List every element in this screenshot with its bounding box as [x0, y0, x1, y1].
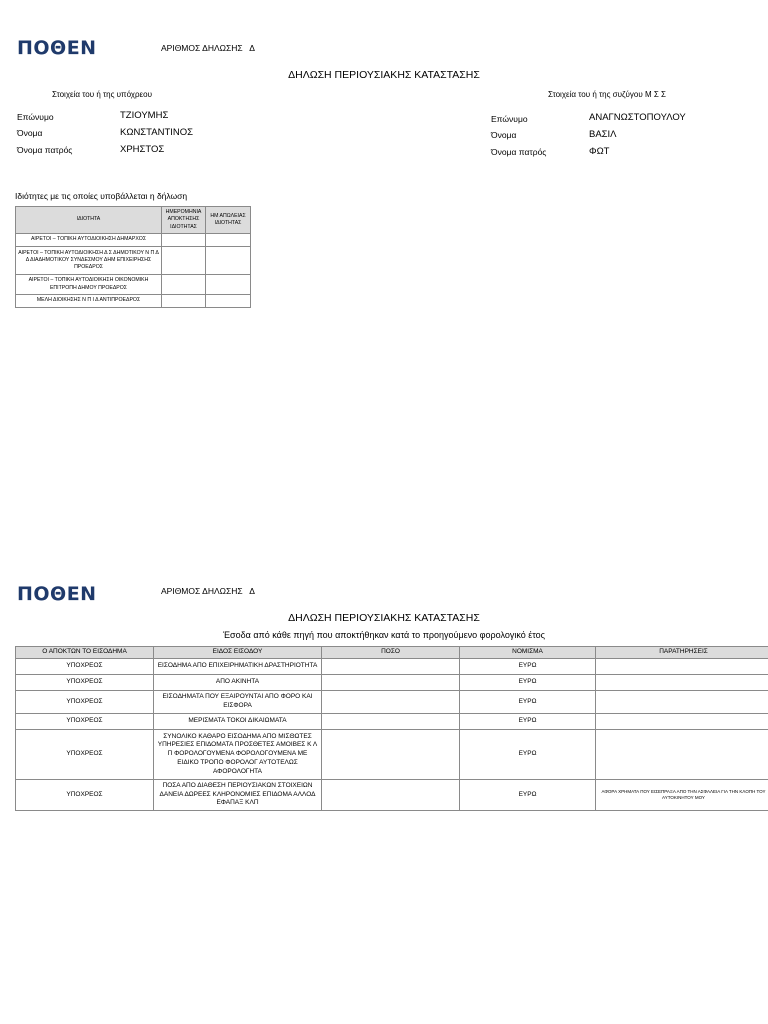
spouse-father-label: Όνομα πατρός — [491, 147, 547, 157]
declarant-heading: Στοιχεία του ή της υπόχρεου — [52, 90, 152, 99]
declarant-name: ΚΩΝΣΤΑΝΤΙΝΟΣ — [120, 127, 194, 138]
logo-text: ΠΟΘΕΝ — [17, 583, 97, 605]
table-cell — [206, 247, 251, 275]
table-cell — [322, 780, 460, 811]
table-cell: ΥΠΟΧΡΕΟΣ — [16, 730, 154, 780]
table-cell: ΥΠΟΧΡΕΟΣ — [16, 659, 154, 675]
logo-text: ΠΟΘΕΝ — [17, 37, 97, 59]
table-cell — [322, 675, 460, 691]
roles-header-cell: ΗΜ ΑΠΩΛΕΙΑΣ ΙΔΙΟΤΗΤΑΣ — [206, 207, 251, 234]
table-row — [16, 730, 768, 780]
table-row — [16, 275, 251, 295]
table-cell — [206, 295, 251, 308]
table-cell: ΠΟΣΑ ΑΠΟ ΔΙΑΘΕΣΗ ΠΕΡΙΟΥΣΙΑΚΩΝ ΣΤΟΙΧΕΙΩΝ ΔΑΝΕΙΑ ΔΩΡΕΕΣ ΚΛΗΡΟΝΟΜΙΕΣ ΕΠΙΔΟΜΑ ΑΛΛΟΔ ΕΦΑΠΑΞ ΚΛΠ — [154, 780, 322, 811]
spouse-surname-label: Επώνυμο — [491, 114, 528, 124]
table-cell: ΜΕΛΗ ΔΙΟΙΚΗΣΗΣ Ν Π Ι Δ ΑΝΤΙΠΡΟΕΔΡΟΣ — [16, 295, 162, 308]
table-cell: ΥΠΟΧΡΕΟΣ — [16, 675, 154, 691]
table-cell — [162, 247, 206, 275]
table-cell — [596, 714, 768, 730]
table-row — [16, 714, 768, 730]
table-cell: ΑΙΡΕΤΟΙ – ΤΟΠΙΚΗ ΑΥΤΟΔΙΟΙΚΗΣΗ ΟΙΚΟΝΟΜΙΚΗ ΕΠΙΤΡΟΠΗ ΔΗΜΟΥ ΠΡΟΕΔΡΟΣ — [16, 275, 162, 295]
declarant-surname-label: Επώνυμο — [17, 112, 54, 122]
table-cell — [322, 659, 460, 675]
table-cell — [322, 714, 460, 730]
page-title: ΔΗΛΩΣΗ ΠΕΡΙΟΥΣΙΑΚΗΣ ΚΑΤΑΣΤΑΣΗΣ — [288, 612, 480, 624]
spouse-heading: Στοιχεία του ή της συζύγου Μ Σ Σ — [548, 90, 666, 99]
income-table — [15, 646, 768, 811]
table-cell — [322, 730, 460, 780]
table-cell — [162, 295, 206, 308]
table-cell — [206, 275, 251, 295]
table-cell: ΕΥΡΩ — [460, 780, 596, 811]
table-row — [16, 780, 768, 811]
declarant-father: ΧΡΗΣΤΟΣ — [120, 144, 165, 155]
income-header-cell: ΕΙΔΟΣ ΕΙΣΟΔΟΥ — [154, 647, 322, 659]
table-cell: ΑΙΡΕΤΟΙ – ΤΟΠΙΚΗ ΑΥΤΟΔΙΟΙΚΗΣΗ ΔΗΜΑΡΧΟΣ — [16, 234, 162, 247]
table-cell — [322, 691, 460, 714]
declarant-name-label: Όνομα — [17, 128, 43, 138]
table-cell: ΜΕΡΙΣΜΑΤΑ ΤΟΚΟΙ ΔΙΚΑΙΩΜΑΤΑ — [154, 714, 322, 730]
income-header-cell: ΠΑΡΑΤΗΡΗΣΕΙΣ — [596, 647, 768, 659]
income-header-cell: Ο ΑΠΟΚΤΩΝ ΤΟ ΕΙΣΟΔΗΜΑ — [16, 647, 154, 659]
roles-header-row — [16, 207, 251, 234]
table-row — [16, 675, 768, 691]
spouse-surname: ΑΝΑΓΝΩΣΤΟΠΟΥΛΟΥ — [589, 112, 686, 123]
roles-caption: Ιδιότητες με τις οποίες υποβάλλεται η δήλωση — [15, 191, 188, 201]
page-subtitle: Έσοδα από κάθε πηγή που αποκτήθηκαν κατά το προηγούμενο φορολογικό έτος — [222, 630, 546, 640]
table-cell — [596, 730, 768, 780]
roles-table — [15, 206, 251, 308]
table-cell: ΑΙΡΕΤΟΙ – ΤΟΠΙΚΗ ΑΥΤΟΔΙΟΙΚΗΣΗ Δ Σ ΔΗΜΟΤΙΚΟΥ Ν Π Δ Δ ΔΙΑΔΗΜΟΤΙΚΟΥ ΣΥΝΔΕΣΜΟΥ ΔΗΜ ΕΠΙΧΕΙΡΗΣΗΣ ΠΡΟΕΔΡΟΣ — [16, 247, 162, 275]
page-title: ΔΗΛΩΣΗ ΠΕΡΙΟΥΣΙΑΚΗΣ ΚΑΤΑΣΤΑΣΗΣ — [288, 69, 480, 81]
table-row — [16, 659, 768, 675]
poθen-logo — [17, 37, 97, 59]
table-cell: ΥΠΟΧΡΕΟΣ — [16, 780, 154, 811]
table-row — [16, 247, 251, 275]
poθen-logo — [17, 583, 97, 605]
table-row — [16, 295, 251, 308]
declarant-surname: ΤΖΙΟΥΜΗΣ — [120, 110, 169, 121]
declaration-number-label: ΑΡΙΘΜΟΣ ΔΗΛΩΣΗΣ — [161, 586, 243, 596]
roles-header-cell: ΙΔΙΟΤΗΤΑ — [16, 207, 162, 234]
roles-header-cell: ΗΜΕΡΟΜΗΝΙΑ ΑΠΟΚΤΗΣΗΣ ΙΔΙΟΤΗΤΑΣ — [162, 207, 206, 234]
table-cell: ΣΥΝΟΛΙΚΟ ΚΑΘΑΡΟ ΕΙΣΟΔΗΜΑ ΑΠΟ ΜΙΣΘΩΤΕΣ ΥΠΗΡΕΣΙΕΣ ΕΠΙΔΟΜΑΤΑ ΠΡΟΣΘΕΤΕΣ ΑΜΟΙΒΕΣ Κ Λ Π ΦΟΡΟΛΟΓΟΥΜΕΝΑ ΦΟΡΟΛΟΓΟΥΜΕΝΑ ΜΕ ΕΙΔΙΚΟ ΤΡΟΠΟ ΦΟΡΟΛΟΓ ΑΥΤΟΤΕΛΩΣ ΑΦΟΡΟΛΟΓΗΤΑ — [154, 730, 322, 780]
table-row — [16, 234, 251, 247]
table-cell — [162, 275, 206, 295]
table-cell: ΕΥΡΩ — [460, 730, 596, 780]
table-cell: ΑΠΟ ΑΚΙΝΗΤΑ — [154, 675, 322, 691]
declaration-number — [161, 586, 255, 596]
table-cell: ΕΥΡΩ — [460, 659, 596, 675]
table-cell: ΕΙΣΟΔΗΜΑ ΑΠΟ ΕΠΙΧΕΙΡΗΜΑΤΙΚΗ ΔΡΑΣΤΗΡΙΟΤΗΤΑ — [154, 659, 322, 675]
declarant-father-label: Όνομα πατρός — [17, 145, 73, 155]
table-cell — [206, 234, 251, 247]
spouse-name: ΒΑΣΙΛ — [589, 129, 617, 140]
declaration-number — [161, 43, 255, 53]
table-cell — [596, 691, 768, 714]
table-cell — [162, 234, 206, 247]
table-cell: ΥΠΟΧΡΕΟΣ — [16, 691, 154, 714]
table-cell: ΕΥΡΩ — [460, 691, 596, 714]
income-header-cell: ΝΟΜΙΣΜΑ — [460, 647, 596, 659]
table-cell: ΕΥΡΩ — [460, 675, 596, 691]
declaration-number-value: Δ — [249, 586, 255, 596]
table-cell: ΕΥΡΩ — [460, 714, 596, 730]
income-header-row — [16, 647, 768, 659]
table-cell — [596, 659, 768, 675]
table-cell: ΑΦΟΡΑ ΧΡΗΜΑΤΑ ΠΟΥ ΕΙΣΕΠΡΑΞΑ ΑΠΟ ΤΗΝ ΑΣΦΑΛΕΙΑ ΓΙΑ ΤΗΝ ΚΛΟΠΗ ΤΟΥ ΑΥΤΟΚΙΝΗΤΟΥ ΜΟΥ — [596, 780, 768, 811]
declaration-number-label: ΑΡΙΘΜΟΣ ΔΗΛΩΣΗΣ — [161, 43, 243, 53]
table-row — [16, 691, 768, 714]
declaration-number-value: Δ — [249, 43, 255, 53]
table-cell: ΕΙΣΟΔΗΜΑΤΑ ΠΟΥ ΕΞΑΙΡΟΥΝΤΑΙ ΑΠΟ ΦΟΡΟ ΚΑΙ ΕΙΣΦΟΡΑ — [154, 691, 322, 714]
spouse-father: ΦΩΤ — [589, 146, 610, 157]
spouse-name-label: Όνομα — [491, 130, 517, 140]
table-cell: ΥΠΟΧΡΕΟΣ — [16, 714, 154, 730]
income-header-cell: ΠΟΣΟ — [322, 647, 460, 659]
table-cell — [596, 675, 768, 691]
